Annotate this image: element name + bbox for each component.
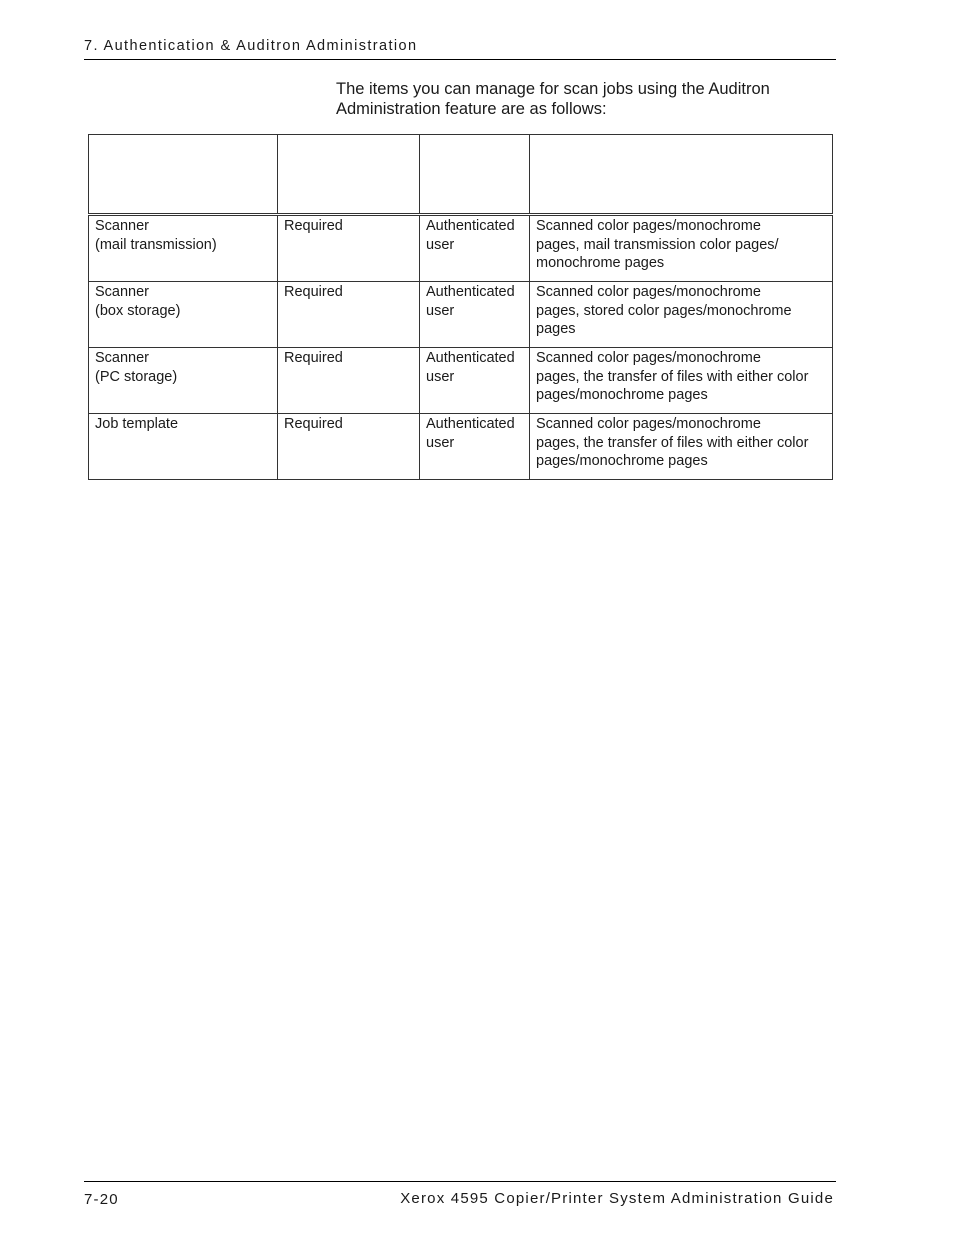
managed-line: pages, the transfer of files with either color [536,434,809,451]
managed-line: pages/monochrome pages [536,387,708,403]
auth-cell: Required [278,215,420,282]
target-line: Authenticated [426,350,515,366]
managed-line: pages, stored color pages/monochrome [536,302,792,319]
item-line: Scanner [95,284,150,300]
managed-cell [530,282,833,348]
item-line: Scanner [95,350,150,366]
item-line: Scanner [95,218,150,234]
header-cell-authentication [278,135,420,215]
intro-text: The items you can manage for scan jobs using the Auditron Administration feature are as follows: [336,80,770,118]
managed-line: pages, mail transmission color pages/ [536,236,779,253]
item-line: (box storage) [95,302,181,319]
footer-rule [84,1181,836,1182]
target-line: user [426,434,455,451]
item-cell [89,282,278,348]
auth-cell: Required [278,348,420,414]
auth-cell: Required [278,282,420,348]
managed-line: pages/monochrome pages [536,453,708,469]
intro-paragraph [336,79,816,119]
target-cell [420,215,530,282]
item-line: (PC storage) [95,368,178,385]
target-line: Authenticated [426,218,515,234]
auth-cell: Required [278,414,420,480]
target-line: user [426,368,455,385]
item-cell [89,348,278,414]
managed-cell [530,215,833,282]
managed-line: monochrome pages [536,255,665,271]
item-cell [89,215,278,282]
running-header: 7. Authentication & Auditron Administration [84,38,418,54]
target-cell [420,348,530,414]
managed-line: pages [536,321,576,337]
header-rule [84,59,836,60]
managed-line: Scanned color pages/monochrome [536,350,761,366]
managed-line: Scanned color pages/monochrome [536,218,761,234]
table-header-row [89,135,833,215]
target-line: user [426,302,455,319]
scan-jobs-table [88,134,833,480]
header-cell-managed-items [530,135,833,215]
managed-cell [530,348,833,414]
item-line: Job template [95,416,179,432]
item-line: (mail transmission) [95,236,217,253]
header-cell-target [420,135,530,215]
managed-cell [530,414,833,480]
target-line: Authenticated [426,284,515,300]
table-row [89,215,833,282]
header-cell-item [89,135,278,215]
item-cell [89,414,278,480]
target-line: Authenticated [426,416,515,432]
table-row [89,414,833,480]
table-row [89,348,833,414]
target-cell [420,282,530,348]
managed-line: pages, the transfer of files with either color [536,368,809,385]
target-cell [420,414,530,480]
target-line: user [426,236,455,253]
table-row [89,282,833,348]
document-title: Xerox 4595 Copier/Printer System Administration Guide [400,1190,834,1207]
page-number: 7-20 [84,1191,119,1208]
managed-line: Scanned color pages/monochrome [536,284,761,300]
managed-line: Scanned color pages/monochrome [536,416,761,432]
